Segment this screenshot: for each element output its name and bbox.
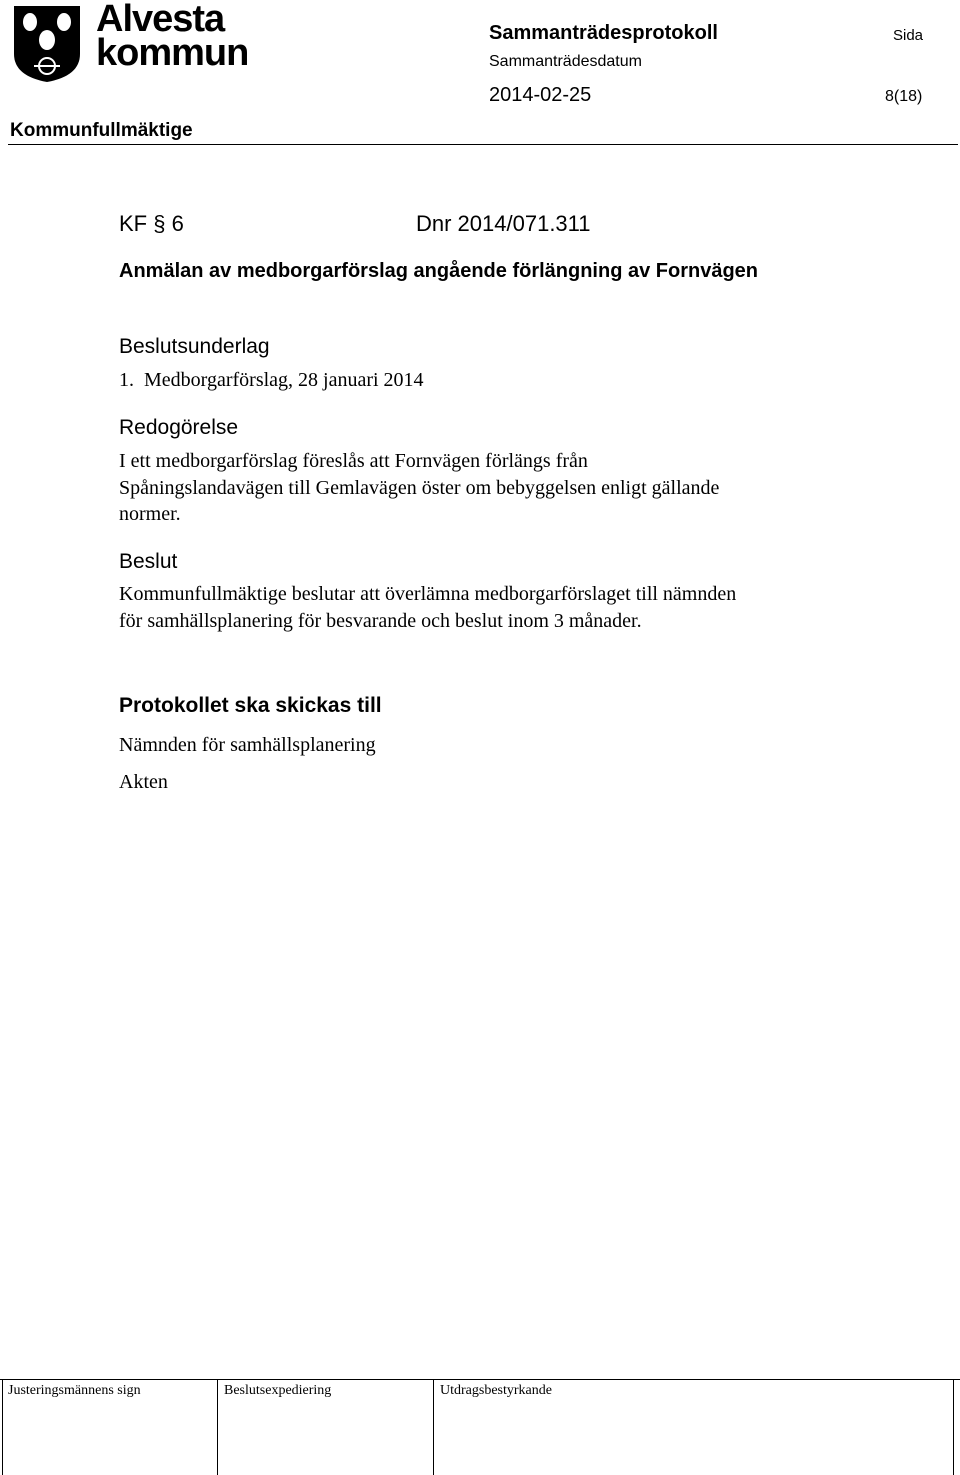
redogorelse-heading: Redogörelse — [119, 416, 239, 439]
header-divider — [8, 144, 958, 145]
footer-col-3-border — [433, 1379, 434, 1475]
logo-line-1: Alvesta — [96, 0, 225, 40]
footer-col-2-border — [217, 1379, 218, 1475]
meeting-date-label: Sammanträdesdatum — [489, 53, 642, 70]
coat-of-arms-logo — [12, 4, 82, 84]
adjuster-signature-label: Justeringsmännens sign — [8, 1383, 141, 1398]
beslutsunderlag-item: 1. Medborgarförslag, 28 januari 2014 — [119, 369, 424, 391]
page-number: 8(18) — [885, 88, 923, 105]
meeting-date: 2014-02-25 — [489, 84, 592, 106]
dispatch-label: Beslutsexpediering — [224, 1383, 332, 1398]
document-type: Sammanträdesprotokoll — [489, 22, 718, 44]
beslutsunderlag-heading: Beslutsunderlag — [119, 335, 270, 358]
governing-body: Kommunfullmäktige — [10, 120, 193, 141]
distribution-heading: Protokollet ska skickas till — [119, 694, 382, 717]
diary-number: Dnr 2014/071.311 — [416, 211, 591, 236]
recipient-2: Akten — [119, 771, 168, 793]
redogorelse-text: I ett medborgarförslag föreslås att Fornvägen förlängs från Spåningslandavägen till Gemlavägen öster om bebyggelsen enligt gällande normer. — [119, 450, 720, 525]
beslut-heading: Beslut — [119, 550, 178, 573]
item-reference: KF § 6 — [119, 211, 184, 236]
page-label: Sida — [893, 27, 924, 44]
municipality-logo-text — [96, 0, 249, 74]
footer-col-4-border — [953, 1379, 954, 1475]
logo-line-2: kommun — [96, 32, 249, 74]
item-title: Anmälan av medborgarförslag angående förlängning av Fornvägen — [119, 260, 759, 282]
extract-certification-label: Utdragsbestyrkande — [440, 1383, 552, 1398]
beslut-text: Kommunfullmäktige beslutar att överlämna medborgarförslaget till nämnden för samhällsplanering för besvarande och beslut inom 3 månader. — [119, 583, 737, 632]
footer-divider — [0, 1379, 960, 1380]
footer-col-1-border — [2, 1379, 3, 1475]
recipient-1: Nämnden för samhällsplanering — [119, 734, 376, 756]
